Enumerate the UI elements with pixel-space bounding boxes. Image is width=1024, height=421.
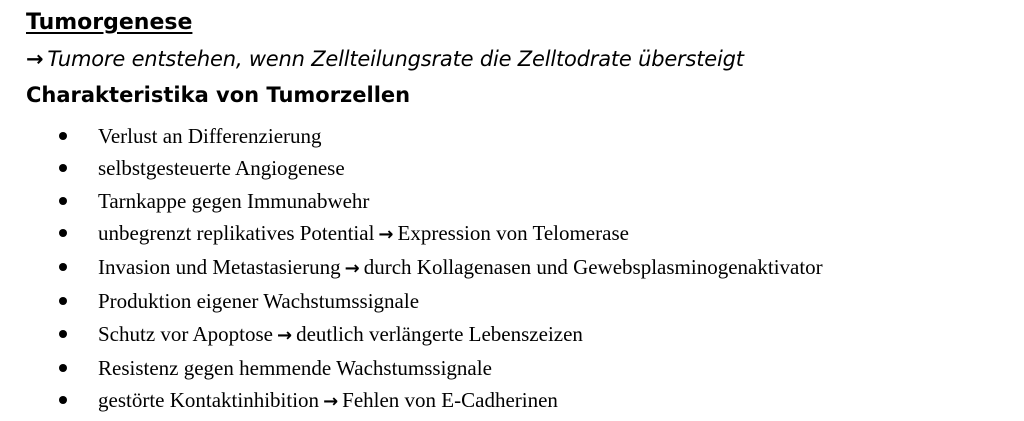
document [26,8,1016,419]
list-item [26,318,1016,352]
arrow-right-icon: → [276,324,293,346]
section-heading: Charakteristika von Tumorzellen [26,83,411,107]
list-item-text: selbstgesteuerte Angiogenese [98,156,345,181]
arrow-right-icon: → [26,47,44,71]
subtitle-text: Tumore entstehen, wenn Zellteilungsrate die Zelltodrate übersteigt [47,47,744,71]
document-title: Tumorgenese [26,10,193,35]
list-item-text: gestörte Kontaktinhibition [98,388,320,413]
bullet-icon [59,132,67,140]
list-item-detail: Expression von Telomerase [397,220,629,245]
list-item-detail: Fehlen von E-Cadherinen [342,388,558,413]
arrow-right-icon: → [344,258,360,280]
list-item-text: Invasion und Metastasierung [98,255,341,280]
bullet-icon [59,396,67,404]
list-item [26,285,1016,317]
list-item-text: Tarnkappe gegen Immunabwehr [98,188,370,213]
bullet-icon [59,164,67,172]
list-item [26,251,1016,285]
list-item [26,120,1016,152]
list-item [26,185,1016,217]
list-item-text: Schutz vor Apoptose [98,321,273,346]
list-item [26,384,1016,418]
list-item-detail: durch Kollagenasen und Gewebsplasminogenaktivator [363,255,823,280]
bullet-icon [59,197,67,205]
list-item-text: Produktion eigener Wachstumssignale [98,289,420,314]
subtitle [26,44,1016,74]
bullet-icon [59,229,67,237]
arrow-right-icon: → [323,391,339,413]
list-item [26,217,1016,251]
bullet-icon [59,364,67,372]
bullet-icon [59,297,67,305]
list-item-text: unbegrenzt replikatives Potential [98,220,375,245]
bullet-icon [59,330,67,338]
bullet-icon [59,263,67,271]
arrow-right-icon: → [378,223,394,245]
list-item-detail: deutlich verlängerte Lebenszeizen [296,321,583,346]
list-item [26,352,1016,384]
list-item-text: Resistenz gegen hemmende Wachstumssignale [98,356,492,381]
bullet-list [26,120,1016,419]
list-item [26,152,1016,184]
list-item-text: Verlust an Differenzierung [98,124,322,148]
